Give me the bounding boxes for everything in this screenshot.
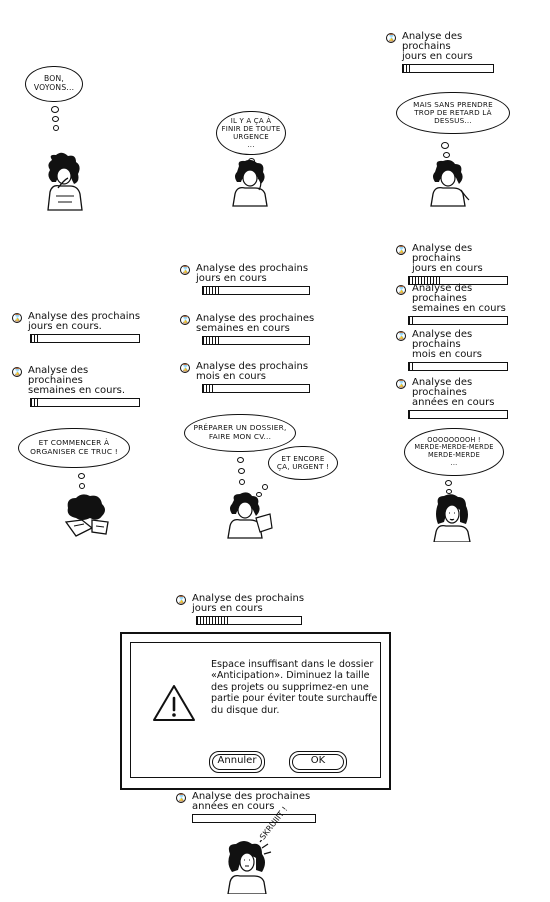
progress-bar [196,616,302,625]
thought-dot [445,480,452,486]
progress-p7-bottom [176,792,316,823]
progress-p4-1 [12,366,142,407]
progress-p5-0 [180,264,315,295]
progress-label: Analyse des prochains jours en cours [412,243,483,274]
thought-dot [443,152,450,158]
progress-fill [197,617,228,624]
progress-label: Analyse des prochains jours en cours. [28,311,141,332]
hourglass-icon: ⌛ [397,380,406,388]
thought-bubble-p1: BON, VOYONS... [25,66,83,102]
character-thinking-p1 [40,152,90,212]
progress-fill [203,337,220,344]
thought-dot [53,125,59,131]
hourglass-icon: ⌛ [181,316,190,324]
character-thinking-p2 [225,160,275,208]
thought-bubble-p6: OOOOOOOOH ! MERDE-MERDE-MERDE MERDE-MERDE ... [404,428,504,476]
progress-label: Analyse des prochaines semaines en cours [412,283,506,314]
dialog-frame [130,642,381,778]
hourglass-icon: ⌛ [397,246,406,254]
progress-label: Analyse des prochains jours en cours [196,263,309,284]
progress-fill [409,411,412,418]
thought-dot [239,479,245,485]
progress-label: Analyse des prochains mois en cours [196,361,309,382]
progress-label: Analyse des prochaines semaines en cours. [28,365,126,396]
progress-fill [203,385,215,392]
progress-p4-0 [12,312,142,343]
thought-bubble-p4: ET COMMENCER À ORGANISER CE TRUC ! [18,428,130,468]
progress-bar [30,334,140,343]
hourglass-icon: ⌛ [177,596,186,604]
progress-bar [408,410,508,419]
warning-dialog [120,632,391,790]
character-working-p5 [224,492,274,540]
progress-label: Analyse des prochaines années en cours [412,377,495,408]
thought-dot [79,483,85,489]
thought-dot [237,457,244,463]
progress-p3-0 [386,32,498,73]
thought-dot [51,106,59,113]
progress-fill [403,65,410,72]
progress-fill [203,287,219,294]
progress-label: Analyse des prochaines années en cours [192,791,311,812]
hourglass-icon: ⌛ [397,332,406,340]
hourglass-icon: ⌛ [181,364,190,372]
progress-fill [31,335,40,342]
thought-bubble-p5b: ET ENCORE ÇA, URGENT ! [268,446,338,480]
progress-bar [408,362,508,371]
thought-bubble-p3: MAIS SANS PRENDRE TROP DE RETARD LÀ DESSUS... [396,92,510,134]
progress-bar [202,384,310,393]
progress-p6-1 [396,284,518,325]
character-thinking-p3 [425,160,473,208]
progress-fill [409,363,413,370]
sound-effect-text: SKRUIIIT ! [258,804,290,842]
thought-bubble-p5a: PRÉPARER UN DOSSIER, FAIRE MON CV... [184,414,296,452]
thought-dot [52,116,59,122]
thought-bubble-p2: IL Y A ÇA À FINIR DE TOUTE URGENCE ... [216,111,286,155]
hourglass-icon: ⌛ [13,314,22,322]
hourglass-icon: ⌛ [387,34,396,42]
dialog-message: Espace insuffisant dans le dossier «Anticipation». Diminuez la taille des projets ou supprimez-en une partie pour éviter toute surchauffe du disque dur. [211,659,378,716]
hourglass-icon: ⌛ [13,368,22,376]
hourglass-icon: ⌛ [181,266,190,274]
progress-bar [192,814,316,823]
character-stressed-p4 [62,492,114,538]
progress-label: Analyse des prochaines semaines en cours [196,313,315,334]
progress-p5-1 [180,314,315,345]
progress-fill [409,317,414,324]
progress-label: Analyse des prochains jours en cours [402,31,473,62]
progress-p7-top [176,594,306,625]
progress-label: Analyse des prochains jours en cours [192,593,305,614]
progress-p6-0 [396,244,518,285]
progress-bar [202,336,310,345]
warning-icon [151,683,197,723]
thought-dot [262,484,268,490]
hourglass-icon: ⌛ [177,794,186,802]
cancel-button[interactable]: Annuler [209,751,265,773]
thought-dot [441,142,449,149]
ok-button[interactable]: OK [289,751,347,773]
progress-bar [402,64,494,73]
character-panicking-p6 [430,494,476,542]
progress-p6-3 [396,378,526,419]
thought-dot [78,473,85,479]
progress-p6-2 [396,330,518,371]
progress-fill [31,399,39,406]
progress-p5-2 [180,362,315,393]
thought-dot [238,468,245,474]
hourglass-icon: ⌛ [397,286,406,294]
character-overheating-p7 [222,840,274,894]
progress-bar [202,286,310,295]
progress-bar [408,316,508,325]
progress-label: Analyse des prochains mois en cours [412,329,482,360]
progress-bar [30,398,140,407]
